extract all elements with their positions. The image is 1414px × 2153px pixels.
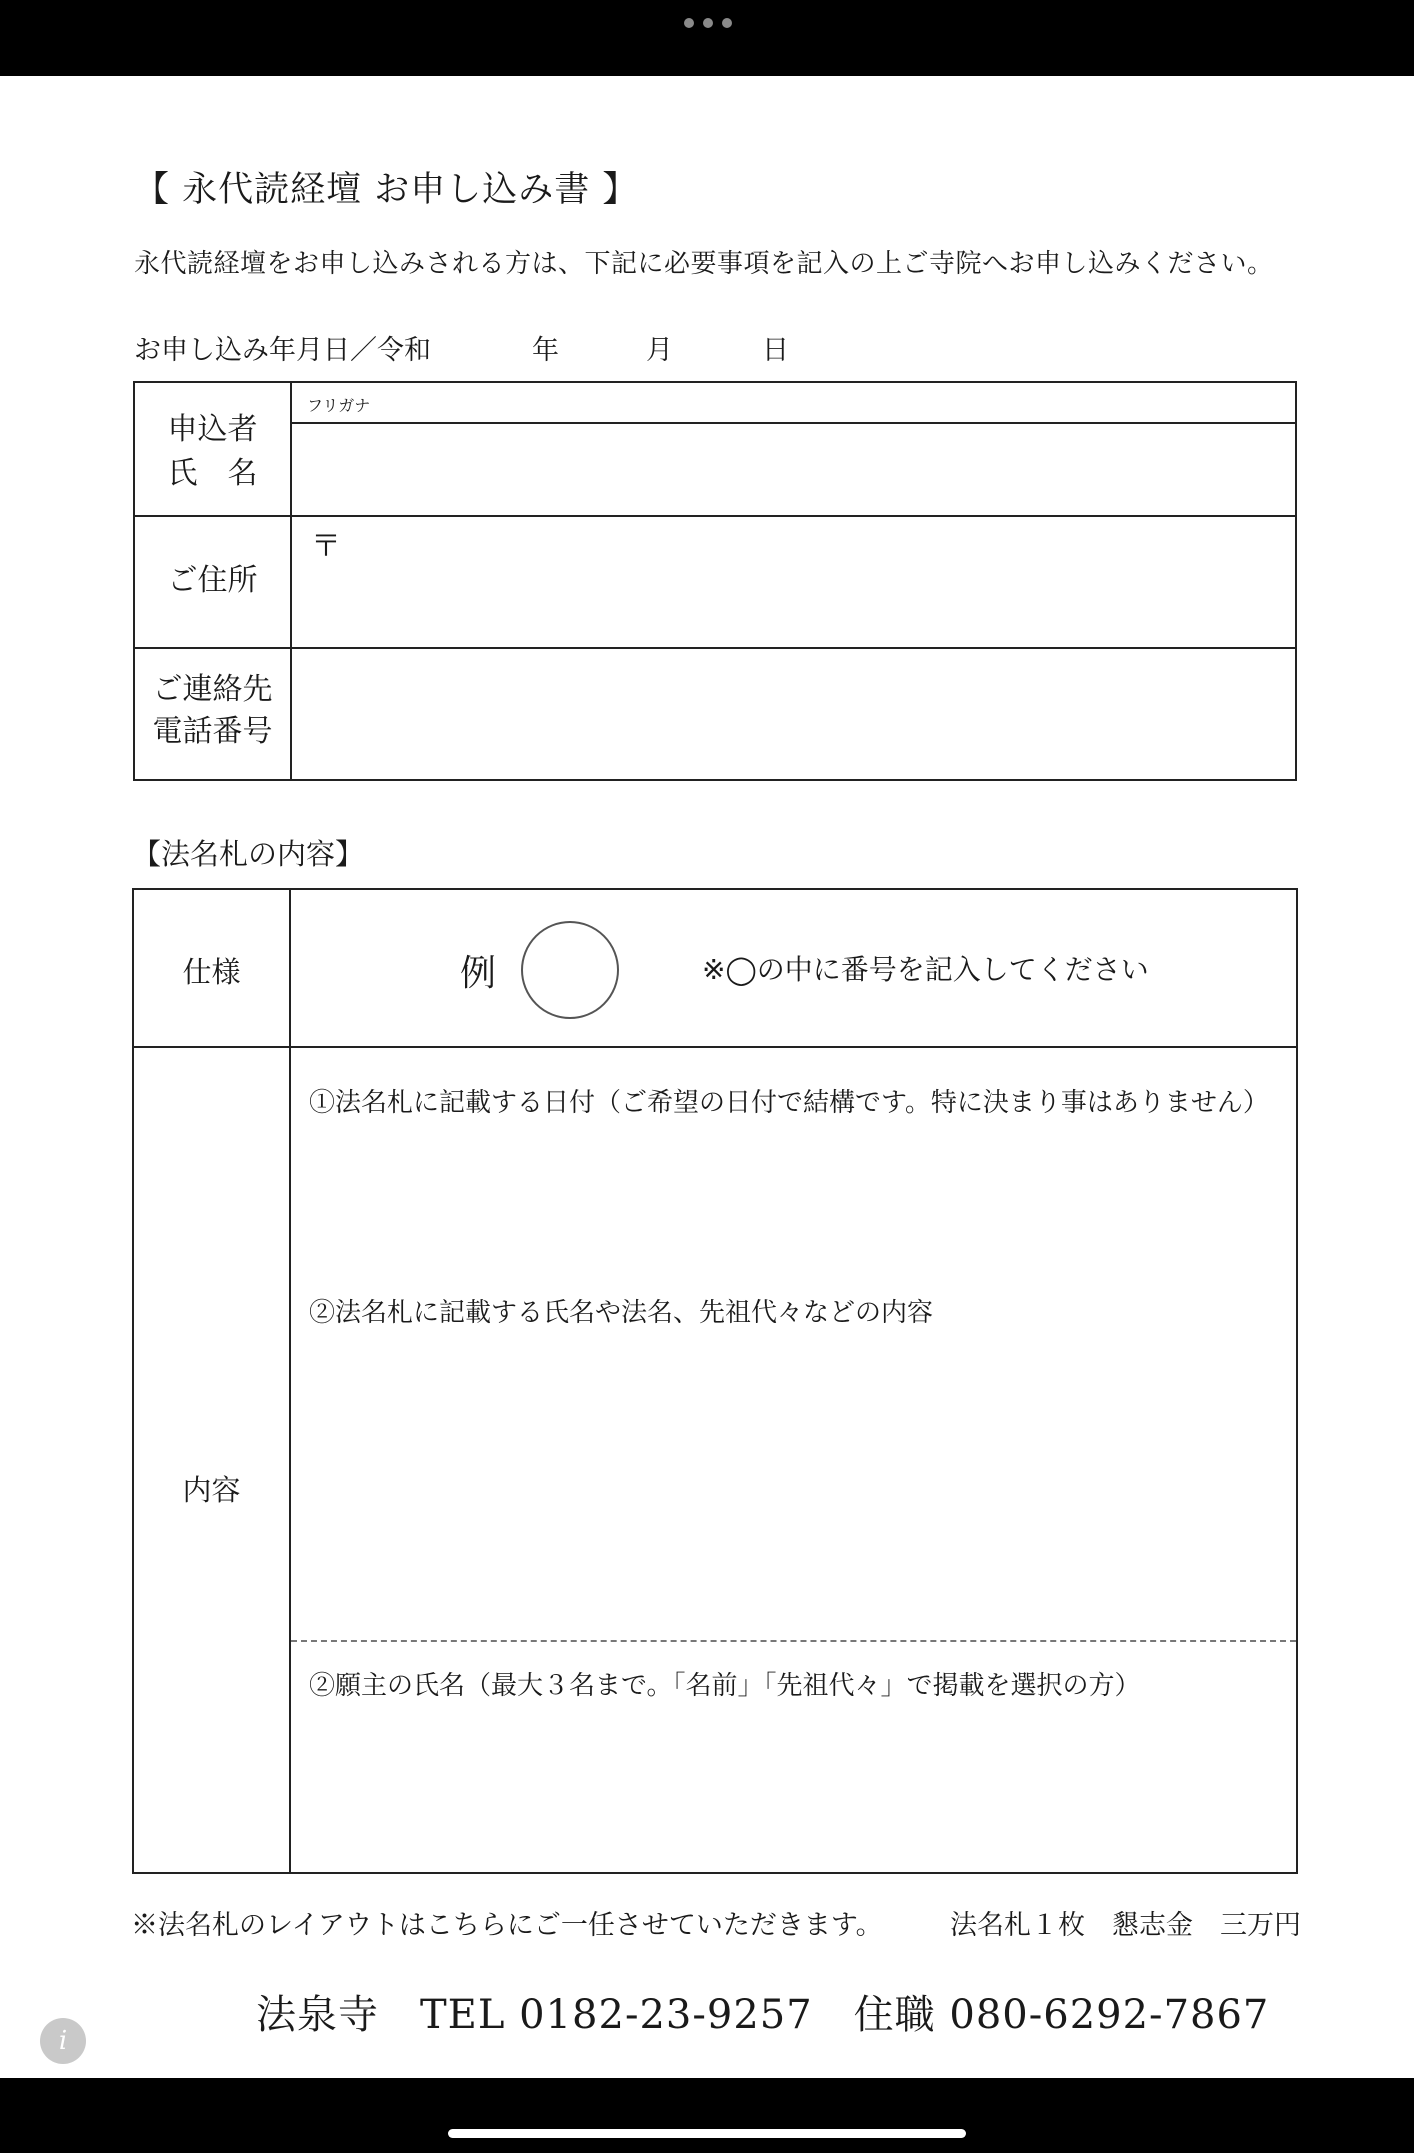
top-bar: [0, 0, 1414, 76]
contact-label-line2: 電話番号: [152, 714, 273, 749]
content-item-date: ①法名札に記載する日付（ご希望の日付で結構です。特に決まり事はありません）: [309, 1088, 1269, 1118]
address-label: ご住所: [167, 563, 258, 598]
date-month-label: 月: [646, 335, 673, 366]
dot: [722, 18, 732, 28]
temple-contact: 法泉寺 TEL 0182-23-9257 住職 080-6292-7867: [256, 1992, 1270, 2038]
layout-note: ※法名札のレイアウトはこちらにご一任させていただきます。: [131, 1910, 883, 1941]
furigana-label: フリガナ: [307, 396, 371, 415]
contact-label-line1: ご連絡先: [152, 672, 273, 707]
dot: [703, 18, 713, 28]
example-circle: [521, 921, 619, 1019]
postal-mark: 〒: [311, 529, 341, 564]
applicant-name-label-line1: 申込者: [167, 412, 258, 447]
content-label: 内容: [182, 1473, 241, 1507]
content-item-donor: ②願主の氏名（最大３名まで。「名前」「先祖代々」で掲載を選択の方）: [309, 1671, 1141, 1701]
row-divider: [134, 1046, 1296, 1048]
date-prefix: お申し込み年月日／令和: [134, 335, 431, 366]
info-icon[interactable]: i: [40, 2018, 86, 2064]
applicant-table: [133, 381, 1297, 781]
dot: [684, 18, 694, 28]
row-divider: [135, 647, 1295, 649]
content-item-names: ②法名札に記載する氏名や法名、先祖代々などの内容: [309, 1298, 934, 1328]
price-note: 法名札１枚 懇志金 三万円: [950, 1910, 1301, 1941]
circle-note: ※◯の中に番号を記入してください: [702, 953, 1149, 986]
form-title: 【 永代読経壇 お申し込み書 】: [134, 170, 639, 210]
form-intro: 永代読経壇をお申し込みされる方は、下記に必要事項を記入の上ご寺院へお申し込みください。: [134, 249, 1274, 279]
table-divider: [290, 383, 292, 779]
table-divider: [289, 890, 291, 1872]
row-divider: [135, 515, 1295, 517]
more-dots-icon[interactable]: [684, 16, 732, 30]
bottom-bar: [0, 2078, 1414, 2153]
date-day-label: 日: [762, 335, 789, 366]
date-year-label: 年: [532, 335, 559, 366]
furigana-divider: [290, 422, 1295, 424]
dashed-divider: [291, 1640, 1296, 1642]
section-title: 【法名札の内容】: [132, 837, 365, 871]
spec-label: 仕様: [182, 955, 241, 989]
application-date-line: [134, 328, 834, 368]
example-label: 例: [460, 953, 497, 994]
home-indicator[interactable]: [448, 2129, 966, 2138]
applicant-name-label-line2: 氏 名: [167, 456, 258, 491]
content-table: [132, 888, 1298, 1874]
